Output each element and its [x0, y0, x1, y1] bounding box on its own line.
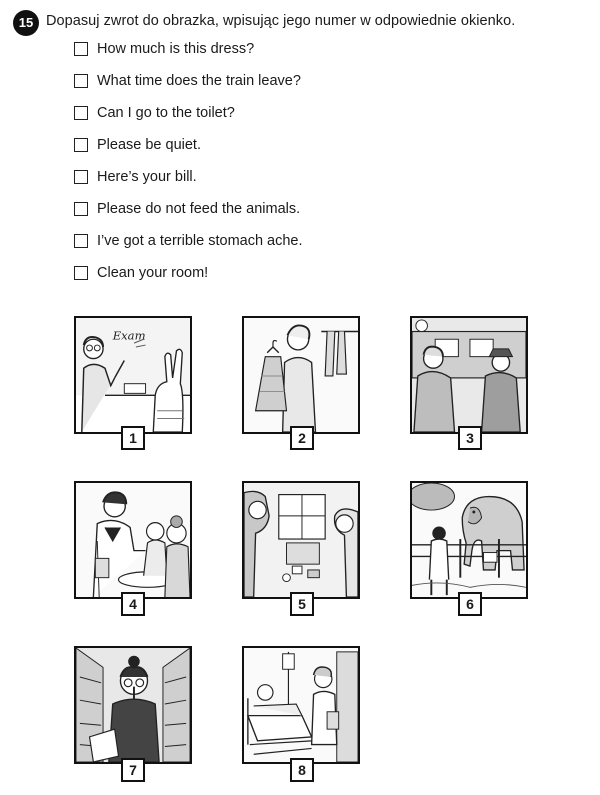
phrase-item [74, 263, 208, 283]
exercise-instruction: Dopasuj zwrot do obrazka, wpisując jego numer w odpowiednie okienko. [46, 13, 516, 29]
phrase-item [74, 231, 303, 251]
phrase-item [74, 39, 254, 59]
picture-4 [74, 481, 192, 599]
train-station-icon [412, 318, 526, 432]
hospital-bed-icon [244, 648, 358, 762]
picture-number: 7 [121, 758, 145, 782]
picture-number: 6 [458, 592, 482, 616]
phrase-text: Clean your room! [97, 265, 209, 281]
picture-number: 3 [458, 426, 482, 450]
picture-number: 4 [121, 592, 145, 616]
phrase-text: How much is this dress? [97, 41, 255, 57]
answer-checkbox[interactable] [74, 138, 88, 152]
phrase-text: What time does the train leave? [97, 73, 301, 89]
answer-checkbox[interactable] [74, 42, 88, 56]
board-text: Exam [112, 328, 146, 343]
phrase-item [74, 135, 201, 155]
restaurant-icon [76, 483, 190, 597]
picture-2 [242, 316, 360, 434]
picture-number: 2 [290, 426, 314, 450]
picture-number: 1 [121, 426, 145, 450]
picture-number: 5 [290, 592, 314, 616]
phrase-item [74, 71, 301, 91]
picture-8 [242, 646, 360, 764]
picture-1 [74, 316, 192, 434]
dress-shop-icon [244, 318, 358, 432]
phrase-text: I’ve got a terrible stomach ache. [97, 233, 303, 249]
answer-checkbox[interactable] [74, 202, 88, 216]
phrase-item [74, 199, 300, 219]
picture-5 [242, 481, 360, 599]
phrase-text: Please do not feed the animals. [97, 201, 301, 217]
picture-number: 8 [290, 758, 314, 782]
answer-checkbox[interactable] [74, 74, 88, 88]
answer-checkbox[interactable] [74, 266, 88, 280]
picture-6 [410, 481, 528, 599]
phrase-item [74, 167, 197, 187]
classroom-icon [76, 318, 190, 432]
zoo-elephant-icon [412, 483, 526, 597]
library-icon [76, 648, 190, 762]
phrase-text: Please be quiet. [97, 137, 201, 153]
answer-checkbox[interactable] [74, 234, 88, 248]
phrase-text: Here’s your bill. [97, 169, 197, 185]
phrase-text: Can I go to the toilet? [97, 105, 235, 121]
messy-room-icon [244, 483, 358, 597]
answer-checkbox[interactable] [74, 106, 88, 120]
picture-3 [410, 316, 528, 434]
exercise-number-badge: 15 [13, 10, 39, 36]
picture-7 [74, 646, 192, 764]
answer-checkbox[interactable] [74, 170, 88, 184]
phrase-item [74, 103, 235, 123]
